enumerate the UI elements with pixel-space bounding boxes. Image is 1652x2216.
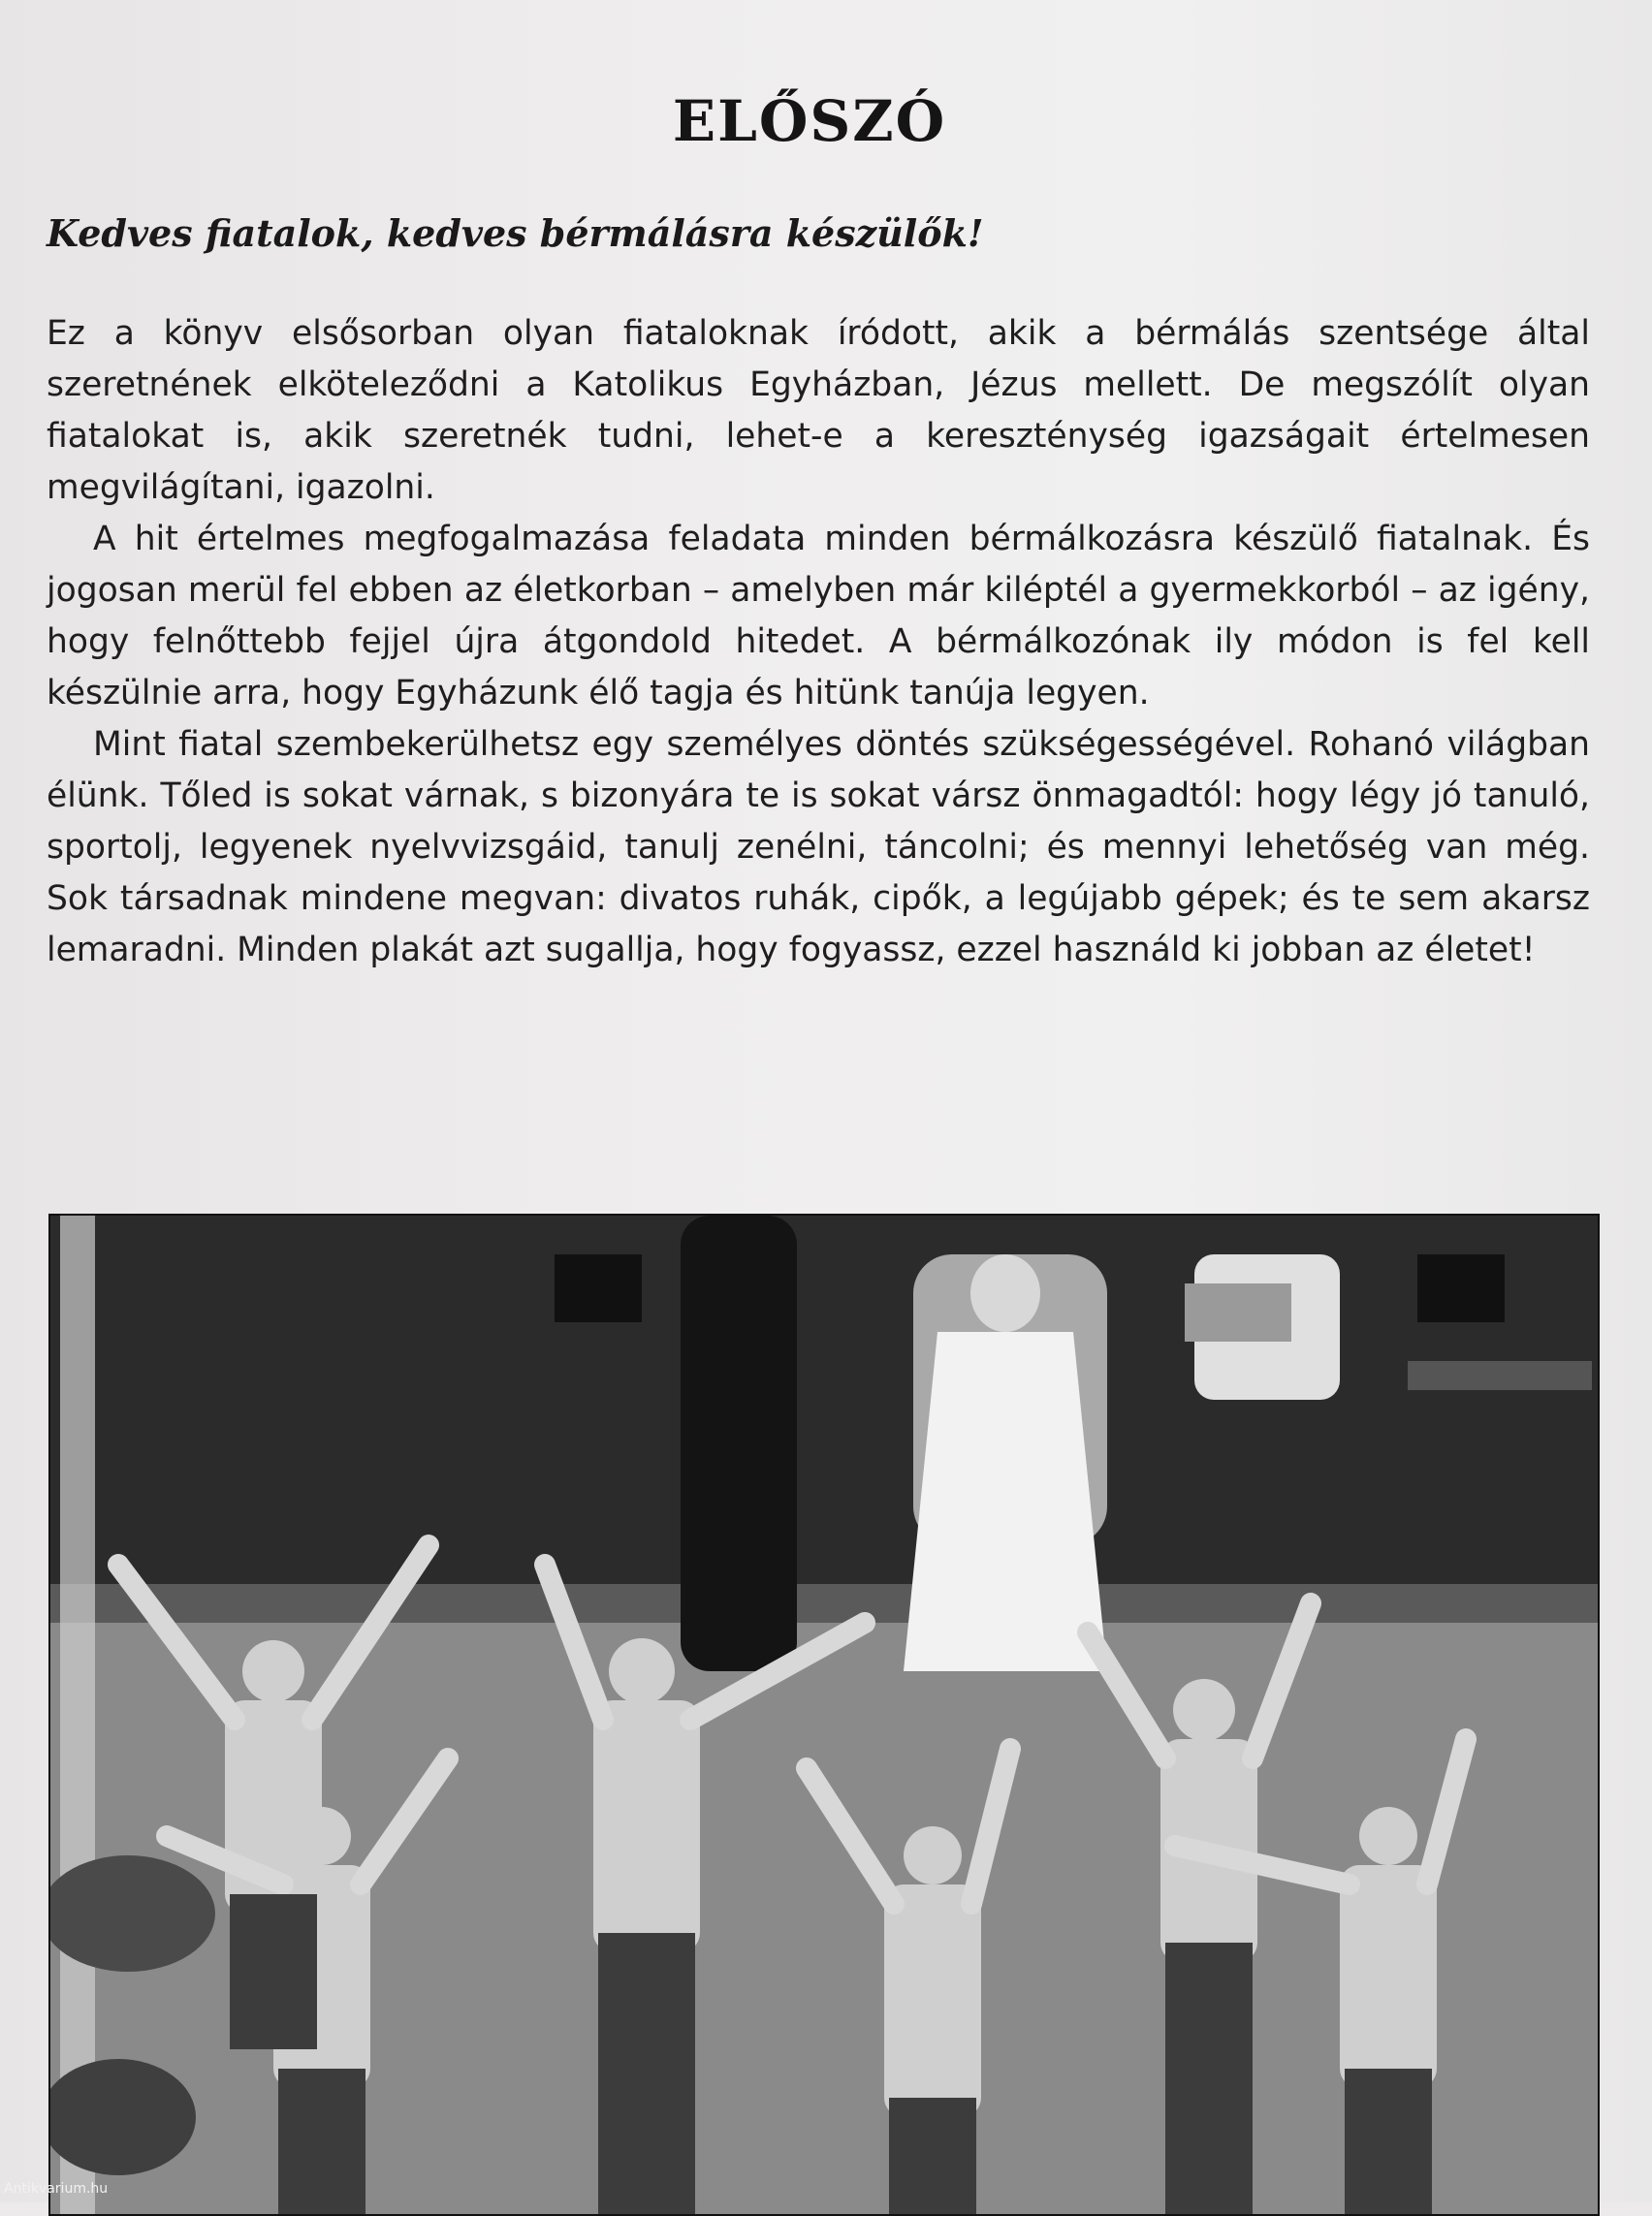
paragraph-3: Mint fiatal szembekerülhetsz egy személyes döntés szükségességével. Rohanó világban élünk. Tőled is sokat várnak, s bizonyára te is sokat vársz önmagadtól: hogy légy jó tanuló, sportolj, legyenek nyelvvizsgáid, tanulj zenélni, táncolni; és mennyi lehetőség van még. Sok társadnak mindene megvan: divatos ruhák, cipők, a legújabb gépek; és te sem akarsz lemaradni. Minden plakát azt sugallja, hogy fogyassz, ezzel használd ki jobban az életet! [47, 725, 1590, 969]
body-text [47, 308, 1590, 976]
photo-youth-on-stage [48, 1214, 1600, 2216]
photo-illustration [50, 1216, 1598, 2214]
paragraph-2: A hit értelmes megfogalmazása feladata minden bérmálkozásra készülő fiatalnak. És jogosan merül fel ebben az életkorban – amelyben már kiléptél a gyermekkorból – az igény, hogy felnőttebb fejjel újra átgondold hitedet. A bérmálkozónak ily módon is fel kell készülnie arra, hogy Egyházunk élő tagja és hitünk tanúja legyen. [47, 520, 1590, 712]
greeting-heading: Kedves fiatalok, kedves bérmálásra készülők! [47, 211, 984, 255]
watermark: Antikvarium.hu [4, 2181, 109, 2197]
paragraph-1: Ez a könyv elsősorban olyan fiataloknak íródott, akik a bérmálás szentsége által szeretnének elköteleződni a Katolikus Egyházban, Jézus mellett. De megszólít olyan fiatalokat is, akik szeretnék tudni, lehet-e a kereszténység igazságait értelmesen megvilágítani, igazolni. [47, 314, 1590, 507]
page-title: ELŐSZÓ [672, 87, 947, 154]
